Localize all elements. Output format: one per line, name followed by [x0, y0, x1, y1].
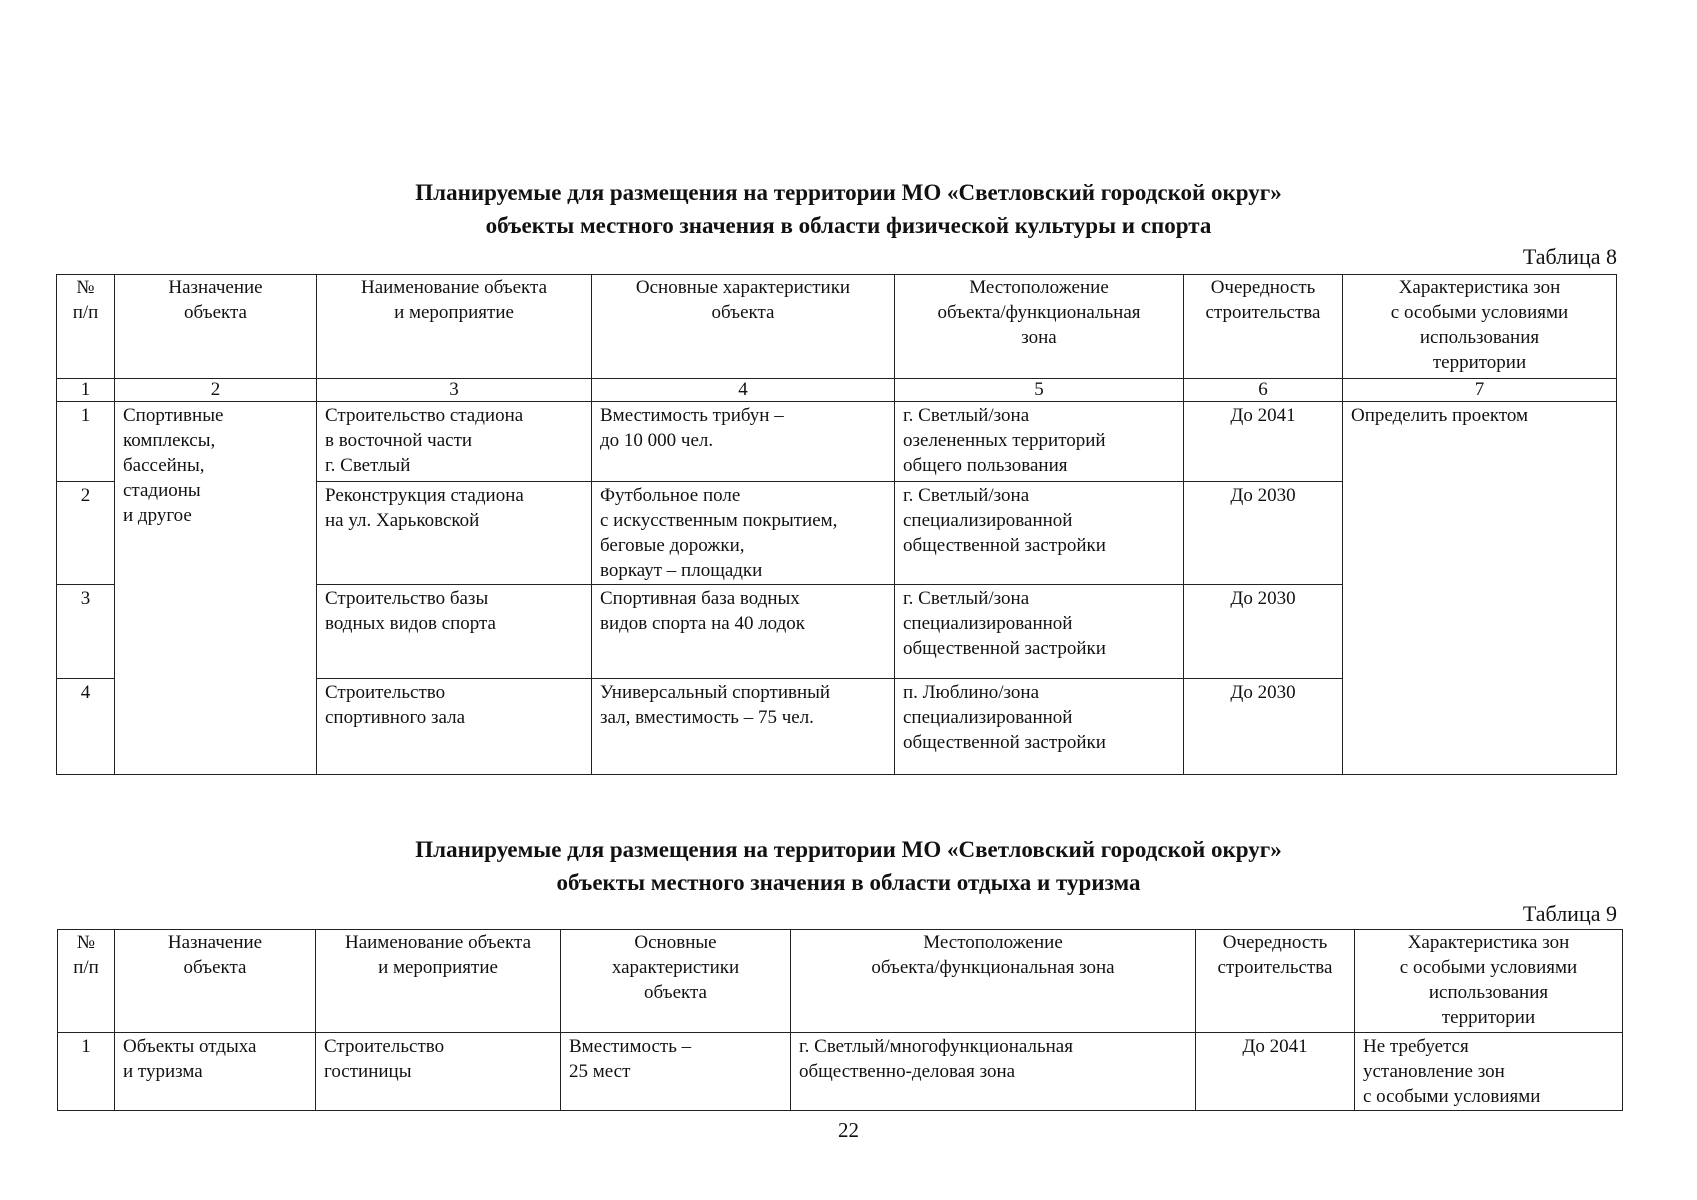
column-number: 5 — [895, 379, 1184, 402]
col-location-header: Местоположение объекта/функциональная зона — [895, 275, 1184, 379]
location-cell: п. Люблино/зона специализированной общественной застройки — [895, 679, 1184, 775]
table8-title — [0, 176, 1697, 242]
characteristics-cell: Вместимость трибун – до 10 000 чел. — [592, 402, 895, 482]
table8-row — [57, 402, 1617, 482]
column-number: 1 — [57, 379, 115, 402]
term-cell: До 2041 — [1184, 402, 1343, 482]
location-cell: г. Светлый/зона озелененных территорий общего пользования — [895, 402, 1184, 482]
col-characteristics-header: Основные характеристики объекта — [561, 930, 791, 1033]
table9-header-row — [58, 930, 1623, 1033]
term-cell: До 2030 — [1184, 482, 1343, 585]
col-characteristics-header: Основные характеристики объекта — [592, 275, 895, 379]
term-cell: До 2030 — [1184, 585, 1343, 679]
object-name-cell: Строительство стадиона в восточной части г. Светлый — [317, 402, 592, 482]
row-number: 4 — [57, 679, 115, 775]
zones-cell: Определить проектом — [1343, 402, 1617, 775]
col-zones-header: Характеристика зон с особыми условиями использования территории — [1343, 275, 1617, 379]
col-purpose-header: Назначение объекта — [115, 275, 317, 379]
col-number-header: № п/п — [57, 275, 115, 379]
row-number: 3 — [57, 585, 115, 679]
column-number: 2 — [115, 379, 317, 402]
term-cell: До 2041 — [1196, 1033, 1355, 1111]
col-name-header: Наименование объекта и мероприятие — [317, 275, 592, 379]
table8-title-line2: объекты местного значения в области физической культуры и спорта — [485, 213, 1212, 238]
zones-cell: Не требуется установление зон с особыми условиями — [1355, 1033, 1623, 1111]
object-name-cell: Строительство гостиницы — [316, 1033, 561, 1111]
table8-caption: Таблица 8 — [1522, 244, 1617, 269]
purpose-cell: Спортивные комплексы, бассейны, стадионы и другое — [115, 402, 317, 775]
table9 — [57, 929, 1623, 1111]
table8-header-row — [57, 275, 1617, 379]
characteristics-cell: Вместимость – 25 мест — [561, 1033, 791, 1111]
characteristics-cell: Универсальный спортивный зал, вместимость – 75 чел. — [592, 679, 895, 775]
location-cell: г. Светлый/многофункциональная общественно-деловая зона — [791, 1033, 1196, 1111]
row-number: 1 — [58, 1033, 115, 1111]
location-cell: г. Светлый/зона специализированной общественной застройки — [895, 482, 1184, 585]
row-number: 1 — [57, 402, 115, 482]
col-name-header: Наименование объекта и мероприятие — [316, 930, 561, 1033]
object-name-cell: Строительство базы водных видов спорта — [317, 585, 592, 679]
table9-title-line2: объекты местного значения в области отдыха и туризма — [556, 870, 1141, 895]
table8-column-numbers-row — [57, 379, 1617, 402]
purpose-cell: Объекты отдыха и туризма — [115, 1033, 316, 1111]
location-cell: г. Светлый/зона специализированной общественной застройки — [895, 585, 1184, 679]
table9-row — [58, 1033, 1623, 1111]
column-number: 6 — [1184, 379, 1343, 402]
table8-title-line1: Планируемые для размещения на территории МО «Светловский городской округ» — [415, 180, 1282, 205]
row-number: 2 — [57, 482, 115, 585]
col-purpose-header: Назначение объекта — [115, 930, 316, 1033]
characteristics-cell: Футбольное поле с искусственным покрытием, беговые дорожки, воркаут – площадки — [592, 482, 895, 585]
term-cell: До 2030 — [1184, 679, 1343, 775]
col-number-header: № п/п — [58, 930, 115, 1033]
object-name-cell: Строительство спортивного зала — [317, 679, 592, 775]
column-number: 3 — [317, 379, 592, 402]
table9-caption: Таблица 9 — [1522, 901, 1617, 926]
column-number: 4 — [592, 379, 895, 402]
table8 — [56, 274, 1617, 775]
table9-title — [0, 833, 1697, 899]
object-name-cell: Реконструкция стадиона на ул. Харьковской — [317, 482, 592, 585]
table9-title-line1: Планируемые для размещения на территории МО «Светловский городской округ» — [415, 837, 1282, 862]
col-term-header: Очередность строительства — [1196, 930, 1355, 1033]
col-term-header: Очередность строительства — [1184, 275, 1343, 379]
col-zones-header: Характеристика зон с особыми условиями использования территории — [1355, 930, 1623, 1033]
characteristics-cell: Спортивная база водных видов спорта на 40 лодок — [592, 585, 895, 679]
column-number: 7 — [1343, 379, 1617, 402]
page-number: 22 — [838, 1118, 859, 1142]
col-location-header: Местоположение объекта/функциональная зона — [791, 930, 1196, 1033]
